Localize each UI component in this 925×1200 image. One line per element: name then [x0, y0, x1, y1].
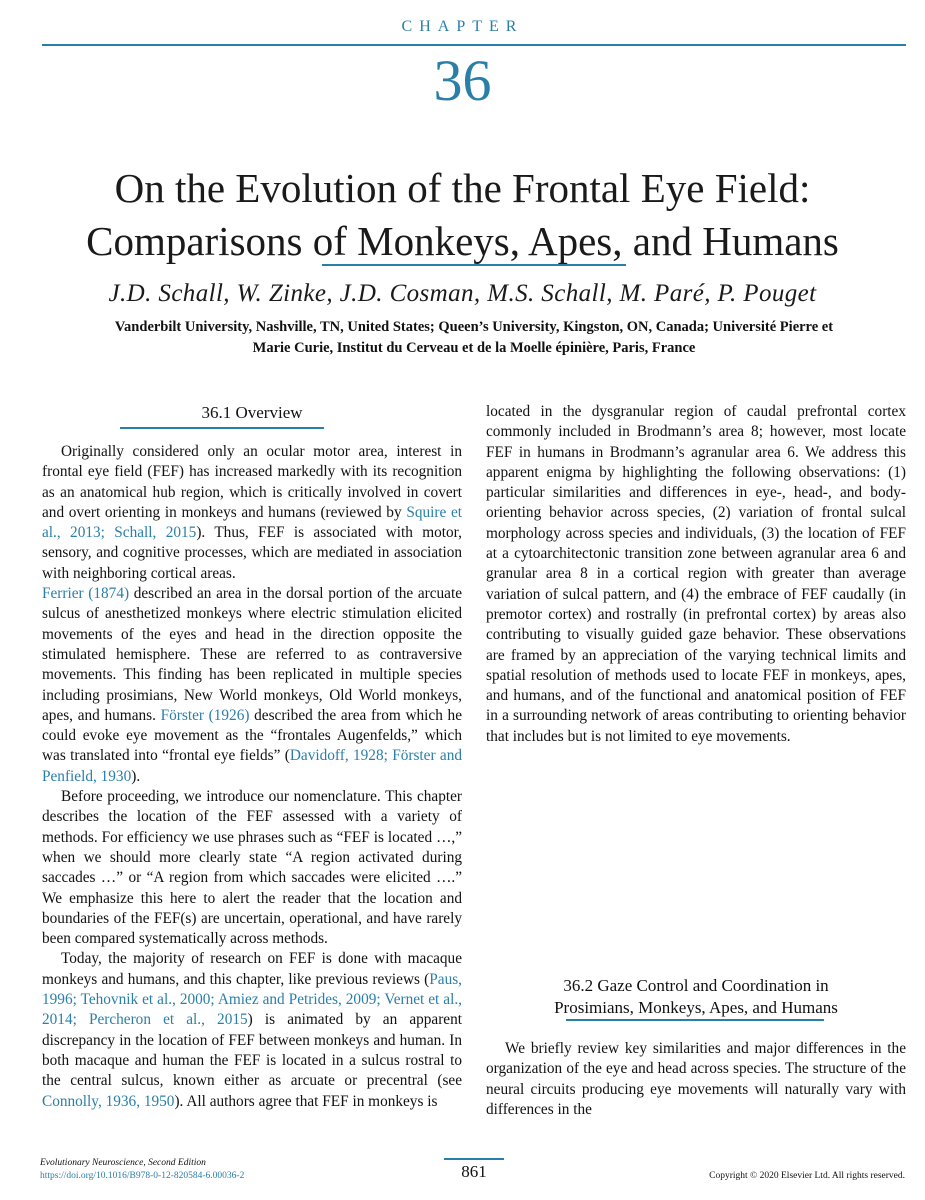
- citation-link[interactable]: Ferrier (1874): [42, 585, 130, 603]
- page-number: 861: [461, 1162, 487, 1181]
- section-heading-line-2: Prosimians, Monkeys, Apes, and Humans: [554, 998, 838, 1017]
- body-column-right: [486, 402, 906, 747]
- doi-link[interactable]: https://doi.org/10.1016/B978-0-12-820584-6.00036-2: [40, 1171, 245, 1181]
- affiliation: [42, 317, 906, 359]
- affiliation-line-1: Vanderbilt University, Nashville, TN, United States; Queen’s University, Kingston, ON, Canada; Université Pierre et: [114, 319, 834, 335]
- paragraph: Ferrier (1874) described an area in the dorsal portion of the arcuate sulcus of anesthetized monkeys where electric stimulation elicited movements of the eyes and head in the direction opposite the stimulated hemisphere. These are referred to as contraversive movements. This finding has been replicated in multiple species including prosimians, New World monkeys, Old World monkeys, apes, and humans. Förster (1926) described the area from which he could evoke eye movement as the “frontales Augenfelds,” which was translated into “frontal eye fields” (Davidoff, 1928; Förster and Penfield, 1930).: [42, 585, 462, 785]
- authors: J.D. Schall, W. Zinke, J.D. Cosman, M.S. Schall, M. Paré, P. Pouget: [108, 280, 817, 307]
- citation-link[interactable]: Davidoff, 1928; Förster and Penfield, 1930: [42, 747, 462, 785]
- chapter-label: CHAPTER: [401, 18, 524, 35]
- paragraph: Before proceeding, we introduce our nomenclature. This chapter describes the location of the FEF assessed with a variety of methods. For efficiency we use phrases such as “FEF is located …,” when we should more clearly state “A region activated during saccades …” or “A region from which saccades were elicited ….” We emphasize this here to alert the reader that the location and boundaries of the FEF(s) are uncertain, operational, and have rarely been compared systematically across methods.: [42, 788, 462, 948]
- title-underline: [322, 264, 626, 266]
- chapter-number: 36: [433, 48, 492, 113]
- section-heading-underline: [120, 427, 324, 429]
- page-number-rule: [444, 1158, 504, 1160]
- body-column-right-lower: [486, 1039, 906, 1120]
- paragraph: Originally considered only an ocular motor area, interest in frontal eye field (FEF) has increased markedly with its recognition as an anatomical hub region, which is critically involved in covert and overt orienting in monkeys and humans (reviewed by Squire et al., 2013; Schall, 2015). Thus, FEF is associated with motor, sensory, and cognitive processes, which are mediated in association with neighboring cortical areas.: [42, 443, 462, 582]
- copyright-notice: Copyright © 2020 Elsevier Ltd. All rights reserved.: [709, 1171, 905, 1181]
- affiliation-line-2: Marie Curie, Institut du Cerveau et de la Moelle épinière, Paris, France: [252, 340, 696, 356]
- paragraph: located in the dysgranular region of caudal prefrontal cortex commonly included in Brodmann’s area 8; however, most locate FEF in humans in Brodmann’s agranular area 6. We address this apparent enigma by highlighting the following observations: (1) particular similarities and differences in eye-, head-, and body-orienting behavior across species, (2) variation of frontal sulcal morphology across species and individuals, (3) the location of FEF at a cytoarchitectonic transition zone between agranular area 6 and granular area 8 in a cortical region with greater than average variation of sulcal pattern, and (4) the embrace of FEF caudally (in premotor cortex) and rostrally (in prefrontal cortex) by areas also contributing to visually guided gaze behavior. These observations are framed by an appreciation of the varying technical limits and spatial resolution of methods used to locate FEF in monkeys, apes, and humans, and of the functional and anatomical position of FEF in a surrounding network of areas contributing to orienting behavior that includes but is not limited to eye movements.: [486, 403, 906, 745]
- book-title: Evolutionary Neuroscience, Second Edition: [40, 1158, 206, 1168]
- citation-link[interactable]: Squire et al., 2013; Schall, 2015: [42, 503, 462, 542]
- paragraph: We briefly review key similarities and major differences in the organization of the eye and head across species. The structure of the neural circuits producing eye movements will naturally vary with differences in the: [486, 1040, 906, 1118]
- body-column-left: [42, 442, 462, 1112]
- citation-link[interactable]: Förster (1926): [160, 706, 250, 724]
- chapter-title-line-2: Comparisons of Monkeys, Apes, and Humans: [86, 218, 839, 264]
- section-heading-overview: 36.1 Overview: [201, 403, 303, 422]
- citation-link[interactable]: Paus, 1996; Tehovnik et al., 2000; Amiez and Petrides, 2009; Vernet et al., 2014; Percheron et al., 2015: [42, 970, 462, 1029]
- header-rule: [42, 44, 906, 46]
- section-heading-line-1: 36.2 Gaze Control and Coordination in: [563, 976, 829, 995]
- section-heading-underline: [566, 1019, 824, 1021]
- section-heading-gaze-control: [486, 975, 906, 1019]
- citation-link[interactable]: Connolly, 1936, 1950: [42, 1092, 175, 1110]
- paragraph: Today, the majority of research on FEF is done with macaque monkeys and humans, and this chapter, like previous reviews (Paus, 1996; Tehovnik et al., 2000; Amiez and Petrides, 2009; Vernet et al., 2014; Percheron et al., 2015) is animated by an apparent discrepancy in the location of FEF between monkeys and human. In both macaque and human the FEF is located in a sulcus rostral to the central sulcus, known either as arcuate or precentral (see Connolly, 1936, 1950). All authors agree that FEF in monkeys is: [42, 950, 462, 1110]
- chapter-title-line-1: On the Evolution of the Frontal Eye Field:: [114, 165, 811, 211]
